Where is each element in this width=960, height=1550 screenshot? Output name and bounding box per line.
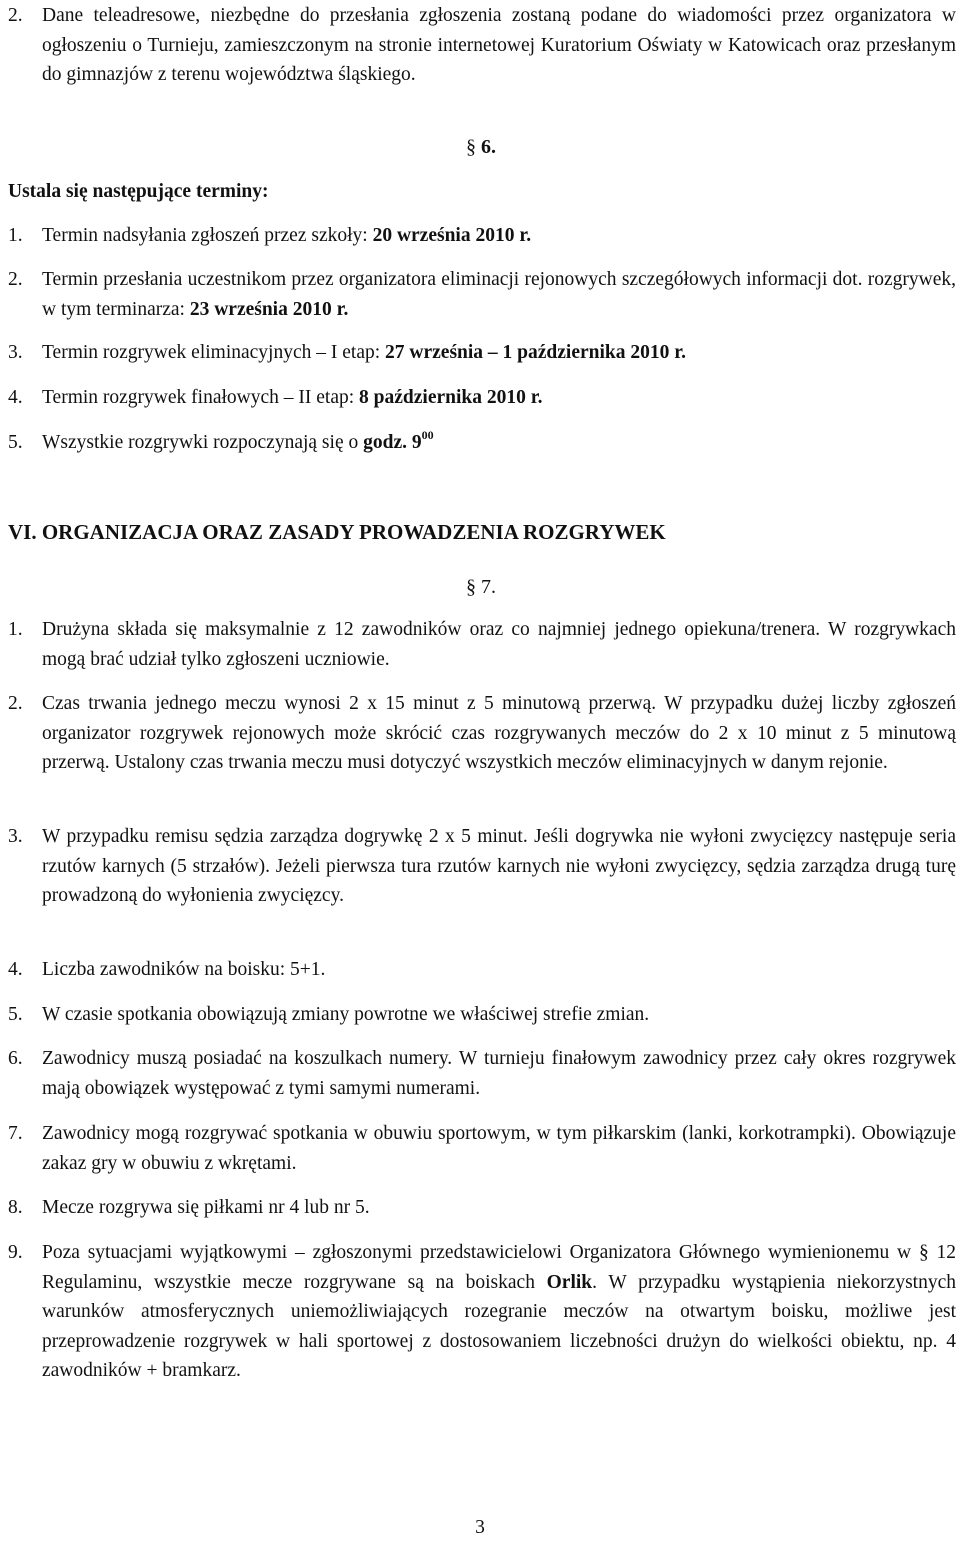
list-number: 4. — [8, 387, 23, 408]
section-7-item-7 — [8, 1119, 956, 1178]
list-number: 2. — [8, 5, 23, 26]
list-text: Drużyna składa się maksymalnie z 12 zawodników oraz co najmniej jednego opiekuna/trenera. W rozgrywkach mogą brać udział tylko zgłoszeni uczniowie. — [42, 619, 956, 670]
section-7-item-1 — [8, 615, 956, 674]
section-7-heading — [466, 573, 496, 603]
section-6-item-2 — [8, 265, 956, 324]
section-7-item-5 — [8, 1000, 956, 1030]
list-number: 3. — [8, 826, 23, 847]
page-number: 3 — [475, 1517, 485, 1538]
list-text: Termin rozgrywek eliminacyjnych – I etap: 27 września – 1 października 2010 r. — [42, 342, 686, 363]
list-text: Termin rozgrywek finałowych – II etap: 8 października 2010 r. — [42, 387, 543, 408]
section-6-item-3 — [8, 338, 956, 368]
section-6-item-5 — [8, 428, 956, 458]
section-number: 6. — [481, 136, 496, 158]
list-text: Dane teleadresowe, niezbędne do przesłania zgłoszenia zostaną podane do wiadomości przez organizatora w ogłoszeniu o Turnieju, zamieszczonym na stronie internetowej Kuratorium Oświaty w Katowicach oraz przesłanym do gimnazjów z terenu województwa śląskiego. — [42, 5, 956, 85]
section-6-intro: Ustala się następujące terminy: — [8, 181, 269, 202]
list-text: Zawodnicy muszą posiadać na koszulkach numery. W turnieju finałowym zawodnicy przez cały okres rozgrywek mają obowiązek występować z tymi samymi numerami. — [42, 1048, 956, 1099]
list-text: W czasie spotkania obowiązują zmiany powrotne we właściwej strefie zmian. — [42, 1004, 650, 1025]
list-number: 1. — [8, 619, 23, 640]
list-text: Termin przesłania uczestnikom przez organizatora eliminacji rejonowych szczegółowych informacji dot. rozgrywek, w tym terminarza: 23 września 2010 r. — [42, 269, 956, 320]
list-text: Liczba zawodników na boisku: 5+1. — [42, 959, 326, 980]
section-6-heading — [466, 133, 496, 163]
section-7-item-8 — [8, 1193, 956, 1223]
section-6-item-4 — [8, 383, 956, 413]
section-7-item-4 — [8, 955, 956, 985]
list-number: 2. — [8, 693, 23, 714]
list-text: Termin nadsyłania zgłoszeń przez szkoły: 20 września 2010 r. — [42, 225, 532, 246]
list-text: Wszystkie rozgrywki rozpoczynają się o godz. $9^{00}$ — [42, 428, 434, 453]
list-number: 3. — [8, 342, 23, 363]
list-number: 7. — [8, 1123, 23, 1144]
list-number: 6. — [8, 1048, 23, 1069]
list-text: Czas trwania jednego meczu wynosi 2 x 15 minut z 5 minutową przerwą. W przypadku dużej liczby zgłoszeń organizator rozgrywek rejonowych może skrócić czas rozgrywanych meczów do 2 x 10 minut z 5 minutową przerwą. Ustalony czas trwania meczu musi dotyczyć wszystkich meczów eliminacyjnych w danym rejonie. — [42, 693, 956, 773]
paragraph-sign: § — [466, 576, 476, 598]
list-number: 9. — [8, 1242, 23, 1263]
list-number: 5. — [8, 432, 23, 453]
list-number: 1. — [8, 225, 23, 246]
list-text: Zawodnicy mogą rozgrywać spotkania w obuwiu sportowym, w tym piłkarskim (lanki, korkotrampki). Obowiązuje zakaz gry w obuwiu z wkrętami. — [42, 1123, 956, 1174]
section-6-item-1 — [8, 221, 956, 251]
section-7-item-2 — [8, 689, 956, 778]
list-number: 5. — [8, 1004, 23, 1025]
section-number: 7. — [481, 576, 496, 598]
list-text: Poza sytuacjami wyjątkowymi – zgłoszonymi przedstawicielowi Organizatora Głównego wymienionemu w § 12 Regulaminu, wszystkie mecze rozgrywane są na boiskach Orlik. W przypadku wystąpienia niekorzystnych warunków atmosferycznych uniemożliwiających rozegranie meczów na otwartym boisku, możliwe jest przeprowadzenie rozgrywek w hali sportowej z dostosowaniem liczebności drużyn do wielkości obiektu, np. 4 zawodników + bramkarz. — [42, 1242, 956, 1381]
list-text: W przypadku remisu sędzia zarządza dogrywkę 2 x 5 minut. Jeśli dogrywka nie wyłoni zwycięzcy następuje seria rzutów karnych (5 strzałów). Jeżeli pierwsza tura rzutów karnych nie wyłoni zwycięzcy, sędzia zarządza drugą turę prowadzoną do wyłonienia zwycięzcy. — [42, 826, 956, 906]
section-7-item-6 — [8, 1044, 956, 1103]
section-7-item-9 — [8, 1238, 956, 1386]
list-number: 4. — [8, 959, 23, 980]
list-number: 8. — [8, 1197, 23, 1218]
section-7-item-3 — [8, 822, 956, 911]
paragraph-sign: § — [466, 136, 476, 158]
top-list-item — [8, 1, 956, 90]
list-text: Mecze rozgrywa się piłkami nr 4 lub nr 5. — [42, 1197, 370, 1218]
chapter-title: VI. ORGANIZACJA ORAZ ZASADY PROWADZENIA ROZGRYWEK — [8, 520, 666, 544]
list-number: 2. — [8, 269, 23, 290]
paragraph-sign: § — [918, 1242, 929, 1263]
